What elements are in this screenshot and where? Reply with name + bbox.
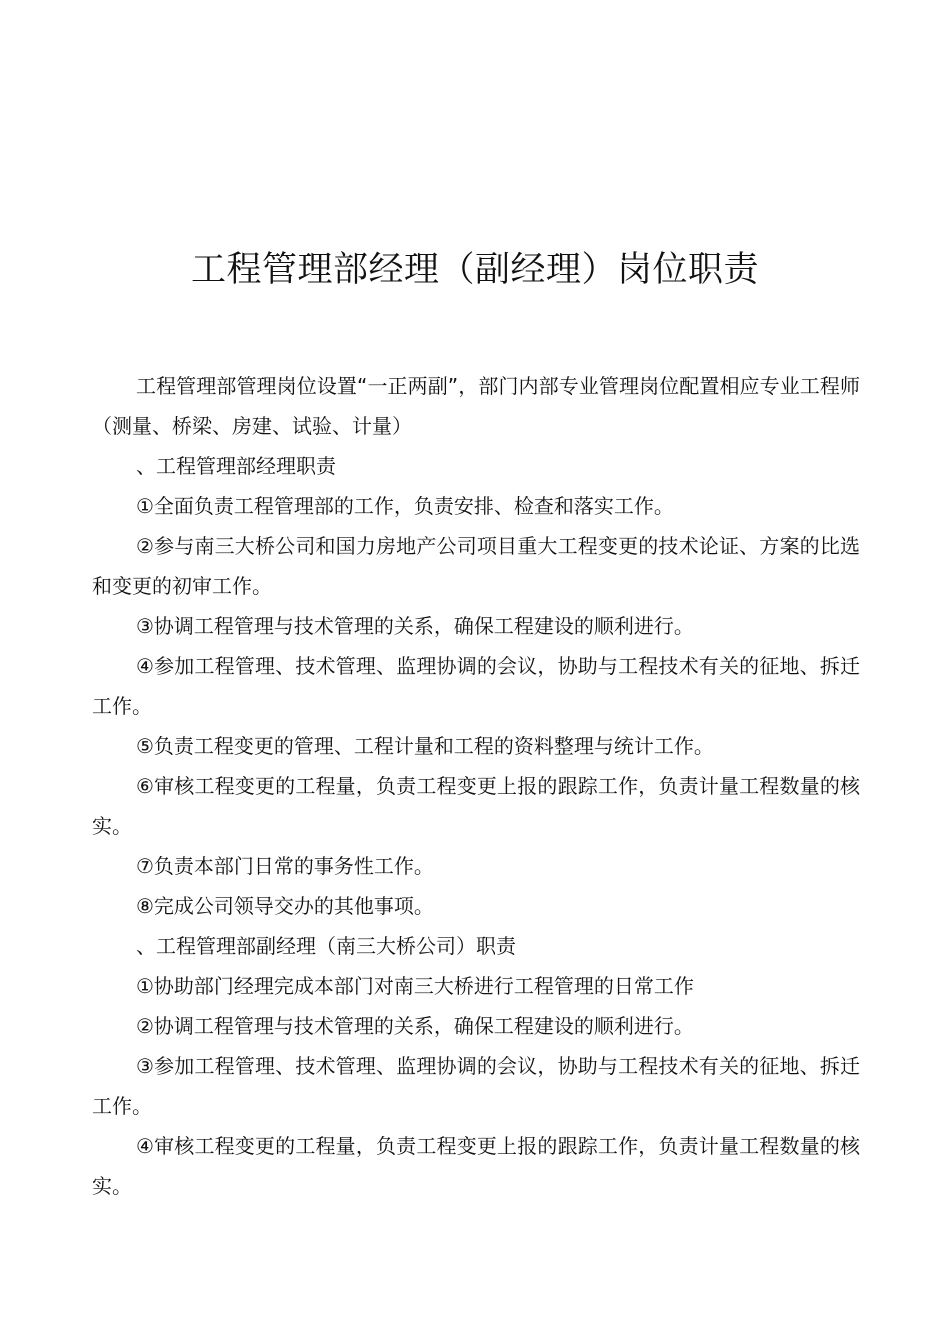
manager-duty-item: ③协调工程管理与技术管理的关系，确保工程建设的顺利进行。 xyxy=(136,614,694,638)
page-title: 工程管理部经理（副经理）岗位职责 xyxy=(190,250,759,291)
manager-duty-item: ⑦负责本部门日常的事务性工作。 xyxy=(136,854,434,878)
document-body xyxy=(92,366,860,1206)
deputy-duty-item: ④审核工程变更的工程量，负责工程变更上报的跟踪工作，负责计量工程数量的核实。 xyxy=(92,1134,860,1198)
deputy-duty-item: ③参加工程管理、技术管理、监理协调的会议，协助与工程技术有关的征地、拆迁工作。 xyxy=(92,1054,860,1118)
manager-duty-item: ⑥审核工程变更的工程量，负责工程变更上报的跟踪工作，负责计量工程数量的核实。 xyxy=(92,774,860,838)
section-heading-manager: 、工程管理部经理职责 xyxy=(136,454,336,478)
manager-duty-item: ②参与南三大桥公司和国力房地产公司项目重大工程变更的技术论证、方案的比选和变更的初审工作。 xyxy=(92,534,860,598)
intro-paragraph: 工程管理部管理岗位设置“一正两副”，部门内部专业管理岗位配置相应专业工程师（测量、桥梁、房建、试验、计量） xyxy=(92,374,860,438)
manager-duty-item: ④参加工程管理、技术管理、监理协调的会议，协助与工程技术有关的征地、拆迁工作。 xyxy=(92,654,860,718)
manager-duty-item: ⑧完成公司领导交办的其他事项。 xyxy=(136,894,434,918)
deputy-duty-item: ①协助部门经理完成本部门对南三大桥进行工程管理的日常工作 xyxy=(136,974,694,998)
manager-duty-item: ①全面负责工程管理部的工作，负责安排、检查和落实工作。 xyxy=(136,494,674,518)
manager-duty-item: ⑤负责工程变更的管理、工程计量和工程的资料整理与统计工作。 xyxy=(136,734,714,758)
deputy-duty-item: ②协调工程管理与技术管理的关系，确保工程建设的顺利进行。 xyxy=(136,1014,694,1038)
section-heading-deputy: 、工程管理部副经理（南三大桥公司）职责 xyxy=(136,934,516,958)
